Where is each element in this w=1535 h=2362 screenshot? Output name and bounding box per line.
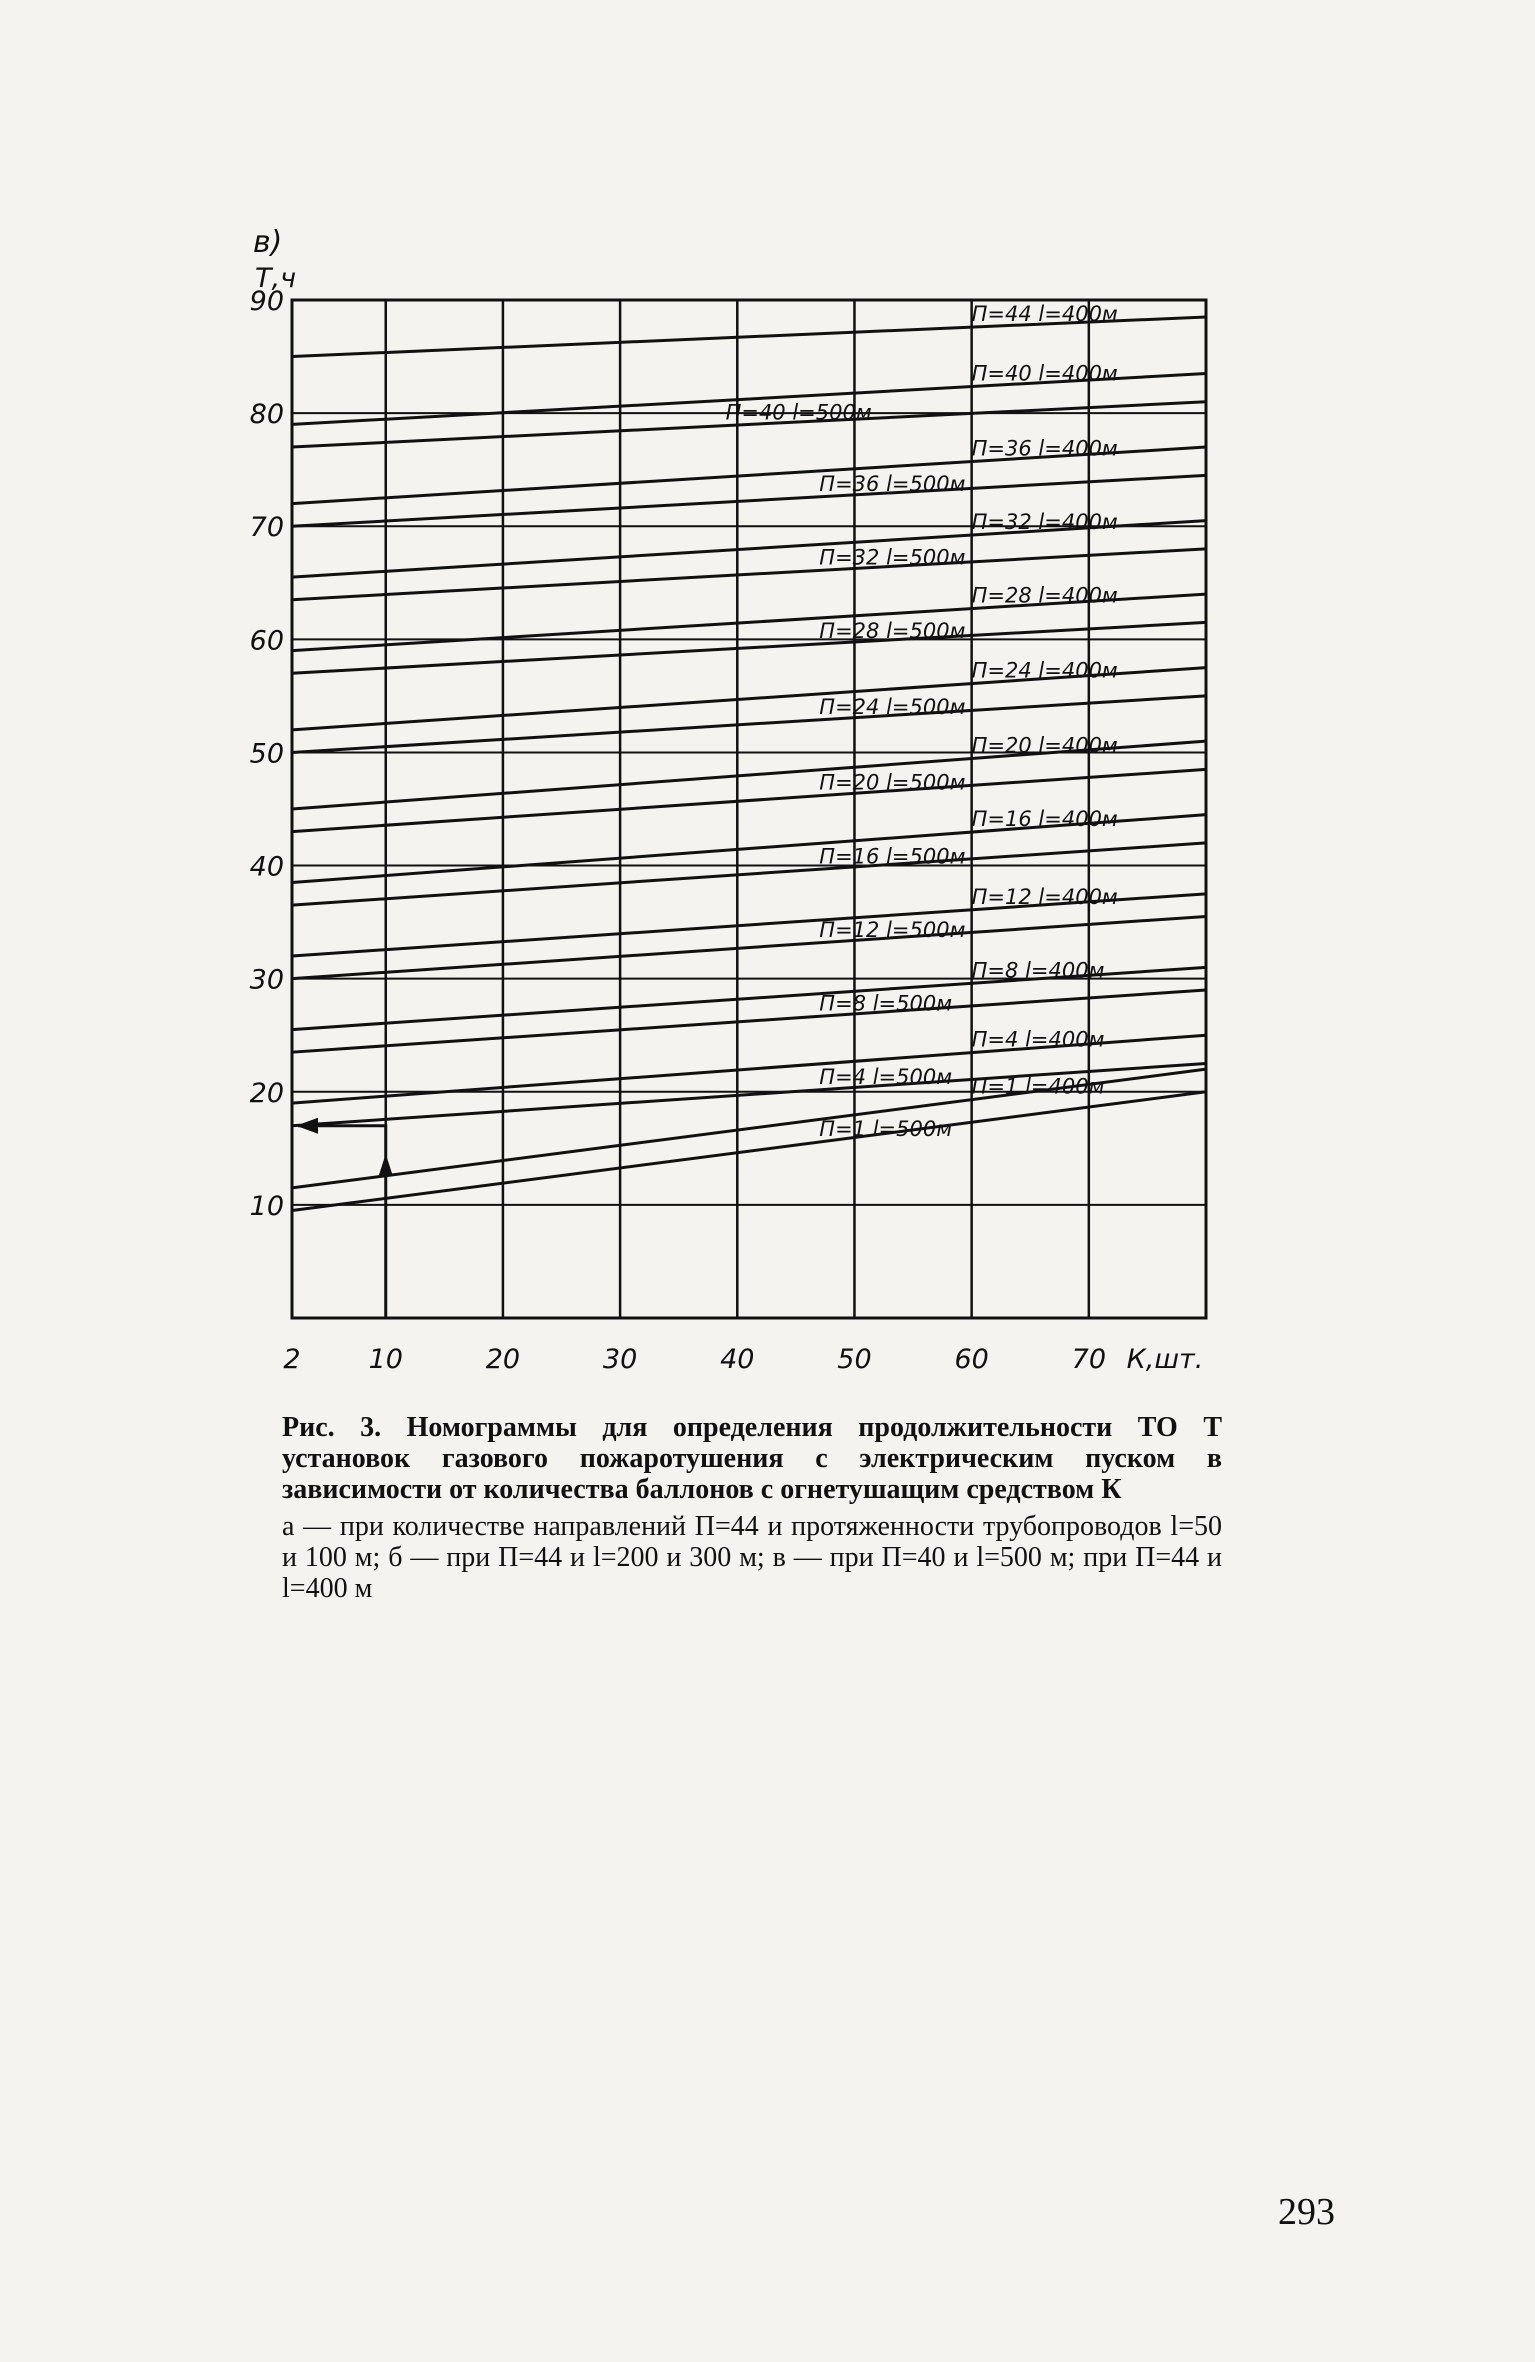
series-label-4: П=8 l=500м	[819, 991, 953, 1016]
series-label-1: П=1 l=400м	[971, 1074, 1105, 1099]
arrow-path	[298, 1126, 386, 1318]
y-tick-label-10: 10	[249, 1190, 284, 1222]
y-tick-label-90: 90	[249, 286, 284, 317]
page-number: 293	[1278, 2191, 1335, 2233]
y-tick-label-30: 30	[249, 964, 284, 996]
series-label-14: П=28 l=500м	[819, 618, 966, 643]
series-label-22: П=44 l=400м	[971, 302, 1118, 327]
arrow-head-up	[379, 1154, 393, 1176]
arrow-head-left	[296, 1118, 318, 1134]
series-label-7: П=12 l=400м	[971, 884, 1118, 909]
series-label-3: П=4 l=400м	[971, 1027, 1105, 1052]
x-tick-label-2: 2	[283, 1344, 301, 1375]
y-tick-label-20: 20	[249, 1077, 284, 1109]
series-line-0	[292, 1092, 1206, 1211]
caption-title: Рис. 3. Номограммы для определения продолжительности ТО Т установок газового пожаротушения с электрическим пуском в зависимости от количества баллонов с огнетушащим средством К	[282, 1412, 1222, 1505]
series-label-15: П=28 l=400м	[971, 583, 1118, 608]
series-label-13: П=24 l=400м	[971, 658, 1118, 683]
x-tick-label-70: 70	[1071, 1344, 1107, 1375]
series-label-9: П=16 l=400м	[971, 807, 1118, 832]
series-label-18: П=36 l=500м	[819, 471, 966, 496]
series-label-11: П=20 l=400м	[971, 733, 1118, 758]
series-label-8: П=16 l=500м	[819, 844, 966, 869]
caption-note: а — при количестве направлений П=44 и протяженности трубопроводов l=50 и 100 м; б — при П=44 и l=200 и 300 м; в — при П=40 и l=500 м; при П=44 и l=400 м	[282, 1511, 1222, 1604]
x-tick-label-40: 40	[720, 1344, 755, 1375]
y-axis-label: Т,ч	[255, 263, 297, 294]
x-tick-label-20: 20	[485, 1344, 521, 1375]
series-label-10: П=20 l=500м	[819, 770, 966, 795]
y-tick-label-80: 80	[249, 399, 284, 431]
figure-caption	[282, 1412, 1222, 1604]
series-label-12: П=24 l=500м	[819, 694, 966, 719]
y-tick-label-40: 40	[249, 851, 284, 883]
chart-annotation-arrow	[296, 1118, 393, 1318]
x-axis-label: К,шт.	[1126, 1344, 1204, 1375]
x-tick-label-60: 60	[954, 1344, 989, 1375]
y-tick-label-70: 70	[249, 512, 284, 544]
series-label-17: П=32 l=400м	[971, 510, 1118, 535]
series-label-6: П=12 l=500м	[819, 917, 966, 942]
y-tick-label-50: 50	[249, 738, 284, 770]
series-label-20: П=40 l=500м	[725, 400, 872, 425]
panel-label: в)	[253, 225, 283, 260]
x-tick-label-50: 50	[837, 1344, 872, 1375]
series-label-19: П=36 l=400м	[971, 436, 1118, 461]
series-label-5: П=8 l=400м	[971, 958, 1105, 983]
series-label-0: П=1 l=500м	[819, 1117, 953, 1142]
x-tick-label-30: 30	[602, 1344, 638, 1375]
x-tick-label-10: 10	[368, 1344, 403, 1375]
series-label-21: П=40 l=400м	[971, 361, 1118, 386]
series-label-2: П=4 l=500м	[819, 1064, 953, 1089]
y-tick-label-60: 60	[249, 625, 284, 657]
series-label-16: П=32 l=500м	[819, 545, 966, 570]
